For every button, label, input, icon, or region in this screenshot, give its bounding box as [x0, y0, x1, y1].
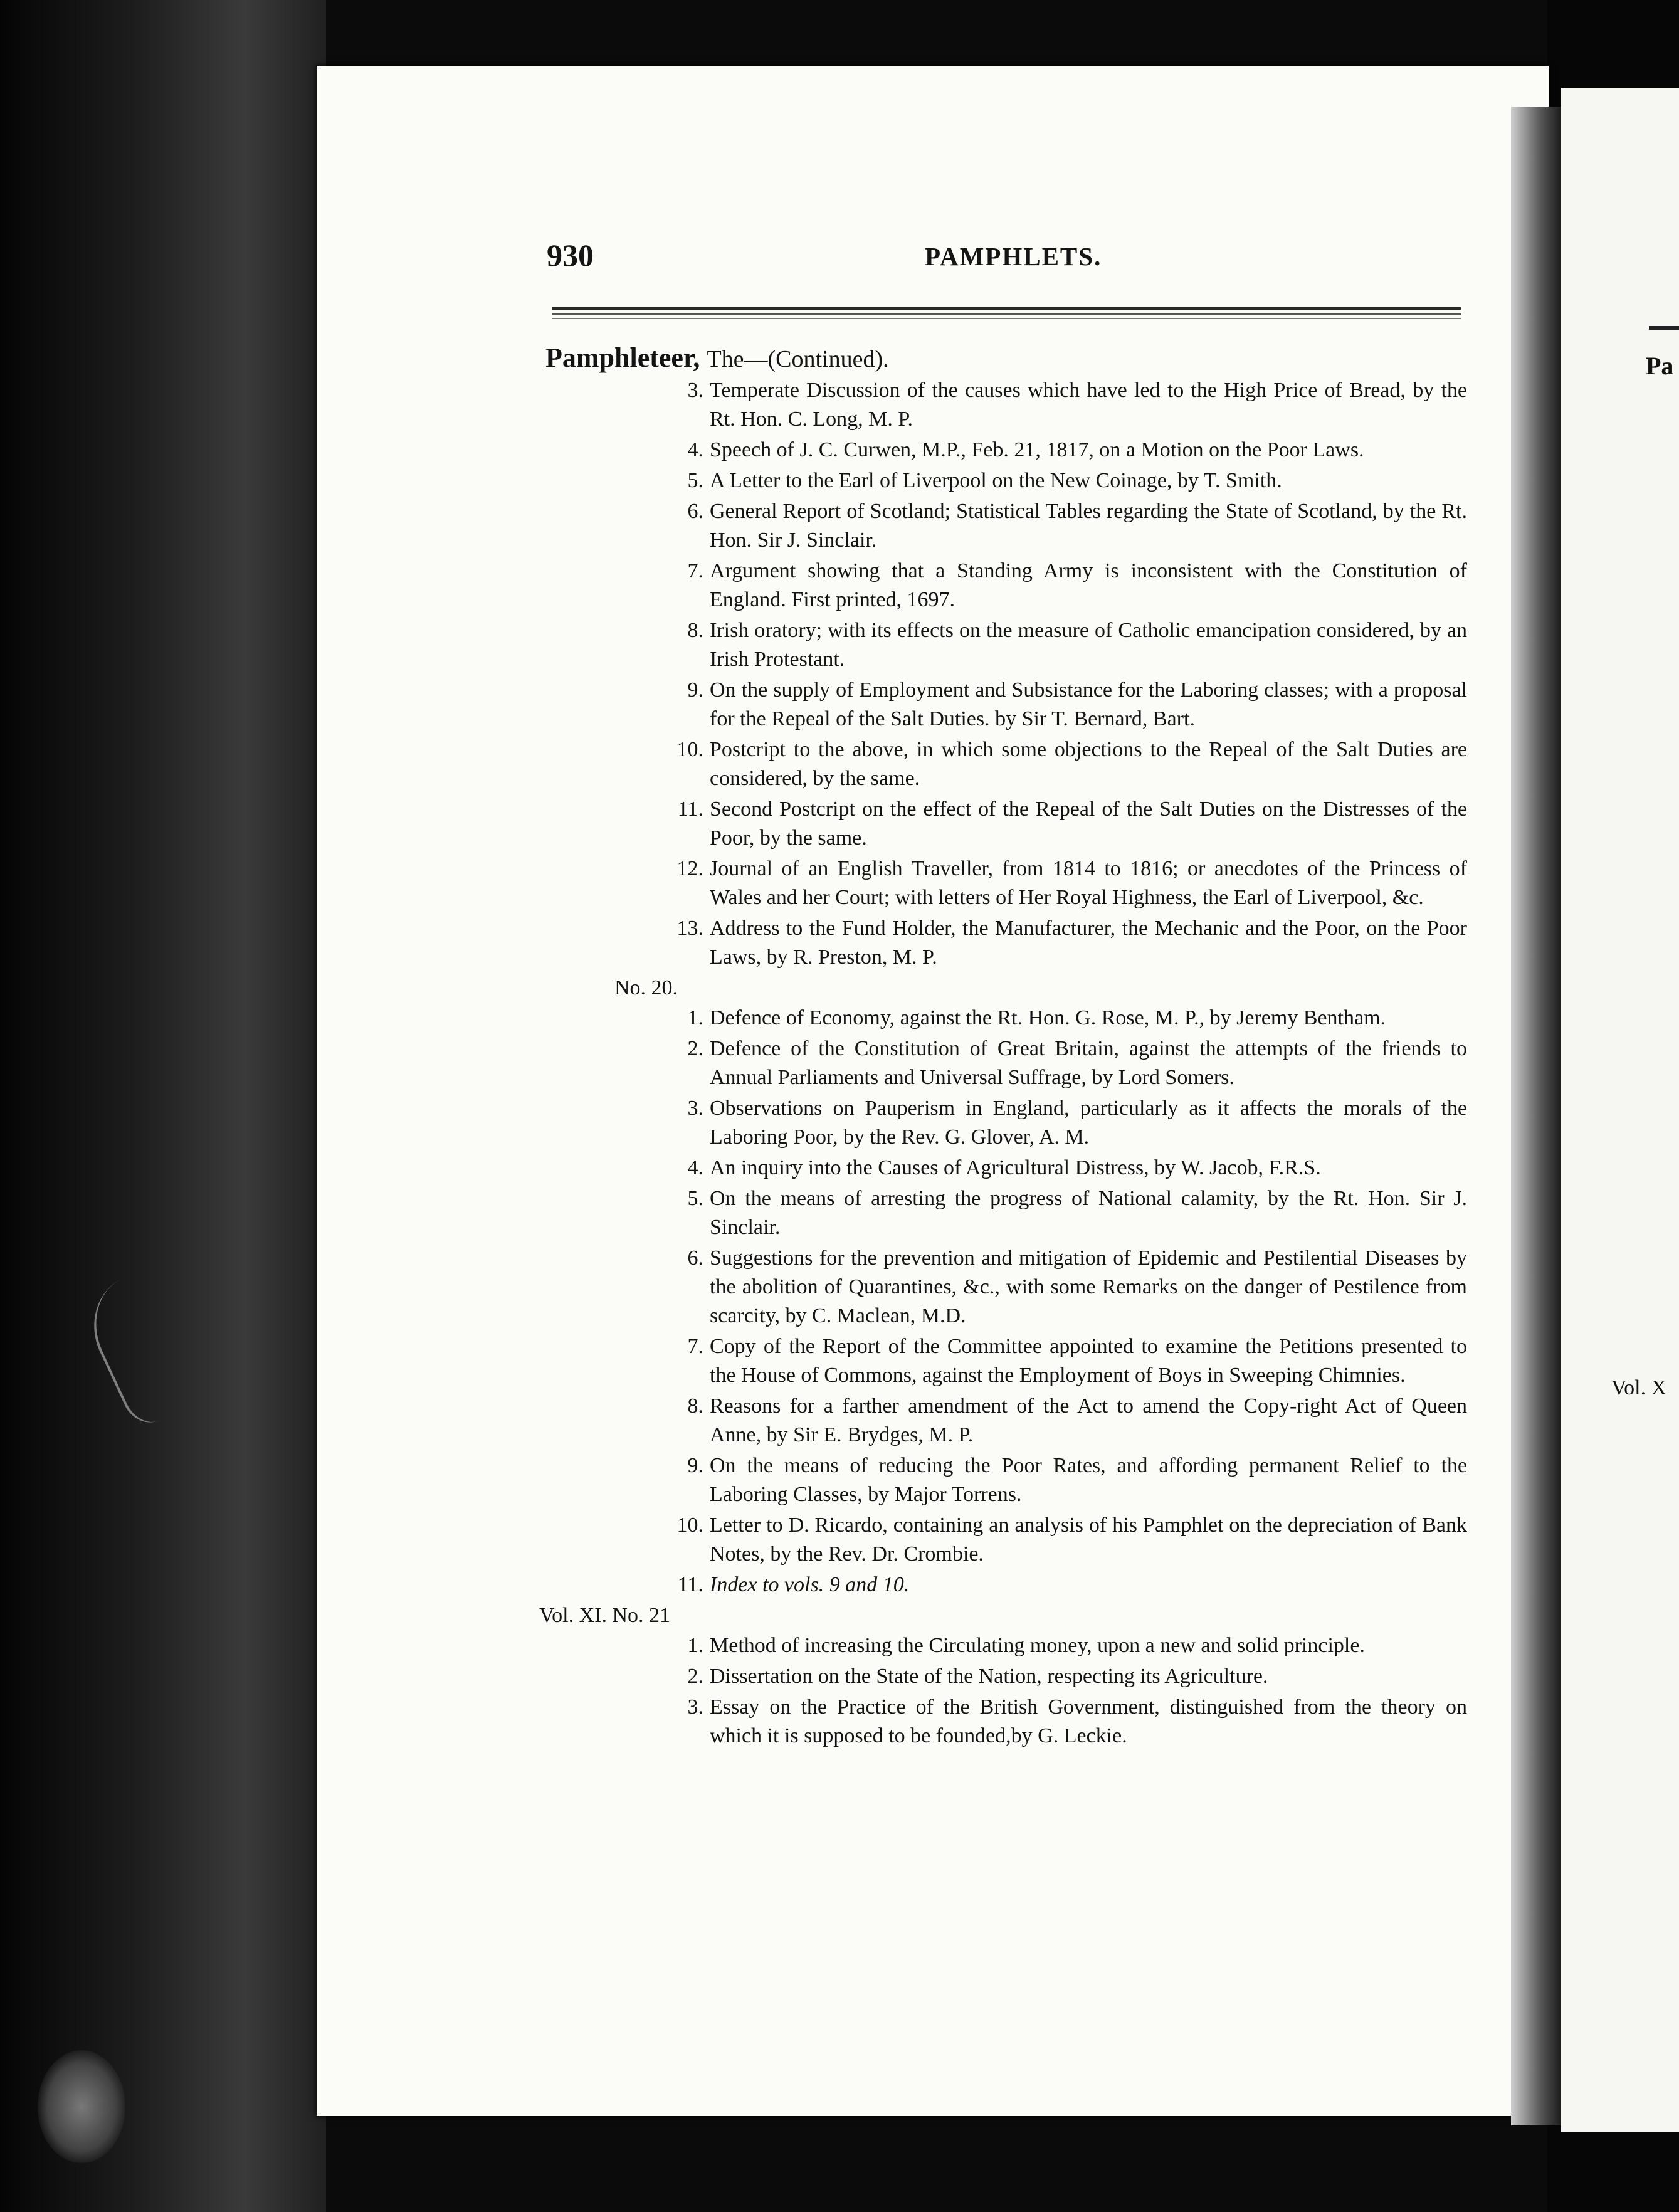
entry-number: 7.: [687, 1335, 703, 1358]
list-item: [539, 1094, 1467, 1152]
entry-text: Postcript to the above, in which some objections to the Repeal of the Salt Duties are considered, by the same.: [710, 738, 1467, 790]
list-item: [539, 436, 1467, 465]
entry-number: 7.: [687, 559, 703, 582]
list-item: [539, 795, 1467, 853]
entry-number: 9.: [687, 678, 703, 702]
entry-number: 6.: [687, 500, 703, 523]
entry-number: 3.: [687, 1695, 703, 1719]
entry-text: Suggestions for the prevention and mitigation of Epidemic and Pestilential Diseases by the abolition of Quarantines, &c., with some Remarks on the danger of Pestilence from scarcity, by C. Maclean, M.D.: [710, 1246, 1467, 1327]
scan-smudge: [38, 2050, 125, 2163]
entry-number: 4.: [687, 1156, 703, 1179]
entry-list-no-21: [539, 1631, 1467, 1751]
entry-number: 8.: [687, 619, 703, 642]
issue-heading: No. 20.: [614, 976, 678, 999]
section-title: [545, 344, 1467, 374]
entry-number: 3.: [687, 379, 703, 402]
list-item: [539, 1154, 1467, 1182]
list-item: [539, 1035, 1467, 1092]
list-item: [539, 1244, 1467, 1330]
list-item: [539, 676, 1467, 734]
entry-text: A Letter to the Earl of Liverpool on the New Coinage, by T. Smith.: [710, 469, 1282, 492]
entry-text: Journal of an English Traveller, from 1814 to 1816; or anecdotes of the Princess of Wales and her Court; with letters of Her Royal Highness, the Earl of Liverpool, &c.: [710, 857, 1467, 909]
entry-number: 2.: [687, 1665, 703, 1688]
adjacent-page-rule: [1649, 326, 1679, 330]
list-item: [539, 557, 1467, 614]
entry-text: Defence of Economy, against the Rt. Hon. G. Rose, M. P., by Jeremy Bentham.: [710, 1006, 1386, 1030]
entry-number: 12.: [676, 857, 703, 880]
list-item: [539, 914, 1467, 972]
header-rules: [552, 307, 1461, 319]
running-head: PAMPHLETS.: [925, 242, 1102, 271]
entry-text: Speech of J. C. Curwen, M.P., Feb. 21, 1817, on a Motion on the Poor Laws.: [710, 438, 1364, 461]
adjacent-page: [1561, 88, 1679, 2132]
list-item: [539, 735, 1467, 793]
list-item: [539, 1571, 1467, 1599]
entry-number: 6.: [687, 1246, 703, 1270]
entry-number: 8.: [687, 1394, 703, 1418]
list-item: [539, 466, 1467, 495]
header-rule: [552, 313, 1461, 315]
entry-number: 5.: [687, 1187, 703, 1210]
entry-number: 1.: [687, 1634, 703, 1657]
entry-text: On the supply of Employment and Subsistance for the Laboring classes; with a proposal for the Repeal of the Salt Duties. by Sir T. Bernard, Bart.: [710, 678, 1467, 730]
entry-number: 4.: [687, 438, 703, 461]
entry-text: Temperate Discussion of the causes which have led to the High Price of Bread, by the Rt. Hon. C. Long, M. P.: [710, 379, 1467, 431]
list-item: [539, 1662, 1467, 1691]
page-gutter-shadow: [1511, 107, 1561, 2125]
entry-number: 5.: [687, 469, 703, 492]
entry-number: 9.: [687, 1454, 703, 1477]
page-number: 930: [547, 238, 594, 273]
entry-text: On the means of reducing the Poor Rates, and affording permanent Relief to the Laboring Classes, by Major Torrens.: [710, 1454, 1467, 1506]
entry-text: Irish oratory; with its effects on the measure of Catholic emancipation considered, by an Irish Protestant.: [710, 619, 1467, 671]
entry-number: 11.: [677, 798, 703, 821]
list-item: [539, 1332, 1467, 1390]
entry-text: Essay on the Practice of the British Government, distinguished from the theory on which it is supposed to be founded,by G. Leckie.: [710, 1695, 1467, 1747]
entry-text: Reasons for a farther amendment of the Act to amend the Copy-right Act of Queen Anne, by Sir E. Brydges, M. P.: [710, 1394, 1467, 1446]
list-item: [539, 1184, 1467, 1242]
adjacent-page-volume: Vol. X: [1611, 1376, 1667, 1399]
entry-text: Method of increasing the Circulating money, upon a new and solid principle.: [710, 1634, 1365, 1657]
entry-number: 10.: [676, 1514, 703, 1537]
adjacent-page-heading: Pa: [1646, 352, 1674, 380]
header-rule: [552, 307, 1461, 310]
list-item: [539, 497, 1467, 555]
list-item: [539, 376, 1467, 434]
list-item: [539, 855, 1467, 912]
list-item: [539, 616, 1467, 674]
entry-text: Copy of the Report of the Committee appointed to examine the Petitions presented to the House of Commons, against the Employment of Boys in Sweeping Chimnies.: [710, 1335, 1467, 1387]
entry-number: 11.: [677, 1573, 703, 1596]
list-item: [539, 1451, 1467, 1509]
section-title-main: Pamphleteer,: [545, 342, 700, 373]
header-rule: [552, 318, 1461, 319]
entry-text: Dissertation on the State of the Nation, respecting its Agriculture.: [710, 1665, 1268, 1688]
entry-text: Second Postcript on the effect of the Repeal of the Salt Duties on the Distresses of the Poor, by the same.: [710, 798, 1467, 850]
list-item: [539, 1693, 1467, 1751]
volume-heading: Vol. XI. No. 21: [539, 1604, 671, 1627]
scan-background-left: [0, 0, 326, 2212]
entry-text: An inquiry into the Causes of Agricultural Distress, by W. Jacob, F.R.S.: [710, 1156, 1321, 1179]
entry-number: 10.: [676, 738, 703, 761]
entry-text: Index to vols. 9 and 10.: [710, 1573, 910, 1596]
list-item: [539, 1392, 1467, 1450]
list-item: [539, 1004, 1467, 1033]
entry-text: Letter to D. Ricardo, containing an analysis of his Pamphlet on the depreciation of Bank Notes, by the Rev. Dr. Crombie.: [710, 1514, 1467, 1566]
entry-text: Defence of the Constitution of Great Britain, against the attempts of the friends to Annual Parliaments and Universal Suffrage, by Lord Somers.: [710, 1037, 1467, 1089]
list-item: [539, 1631, 1467, 1660]
entry-text: Observations on Pauperism in England, particularly as it affects the morals of the Laboring Poor, by the Rev. G. Glover, A. M.: [710, 1097, 1467, 1149]
page-content: [539, 344, 1467, 1752]
entry-number: 2.: [687, 1037, 703, 1060]
entry-text: General Report of Scotland; Statistical Tables regarding the State of Scotland, by the Rt. Hon. Sir J. Sinclair.: [710, 500, 1467, 552]
entry-text: Argument showing that a Standing Army is inconsistent with the Constitution of England. First printed, 1697.: [710, 559, 1467, 611]
entry-text: On the means of arresting the progress of National calamity, by the Rt. Hon. Sir J. Sinclair.: [710, 1187, 1467, 1239]
entry-number: 13.: [676, 917, 703, 940]
entry-list-no-19: [539, 376, 1467, 972]
section-title-continued: The—(Continued).: [707, 346, 889, 372]
entry-number: 3.: [687, 1097, 703, 1120]
list-item: [539, 1511, 1467, 1569]
entry-text: Address to the Fund Holder, the Manufacturer, the Mechanic and the Poor, on the Poor Laws, by R. Preston, M. P.: [710, 917, 1467, 969]
entry-list-no-20: [539, 1004, 1467, 1599]
entry-number: 1.: [687, 1006, 703, 1030]
